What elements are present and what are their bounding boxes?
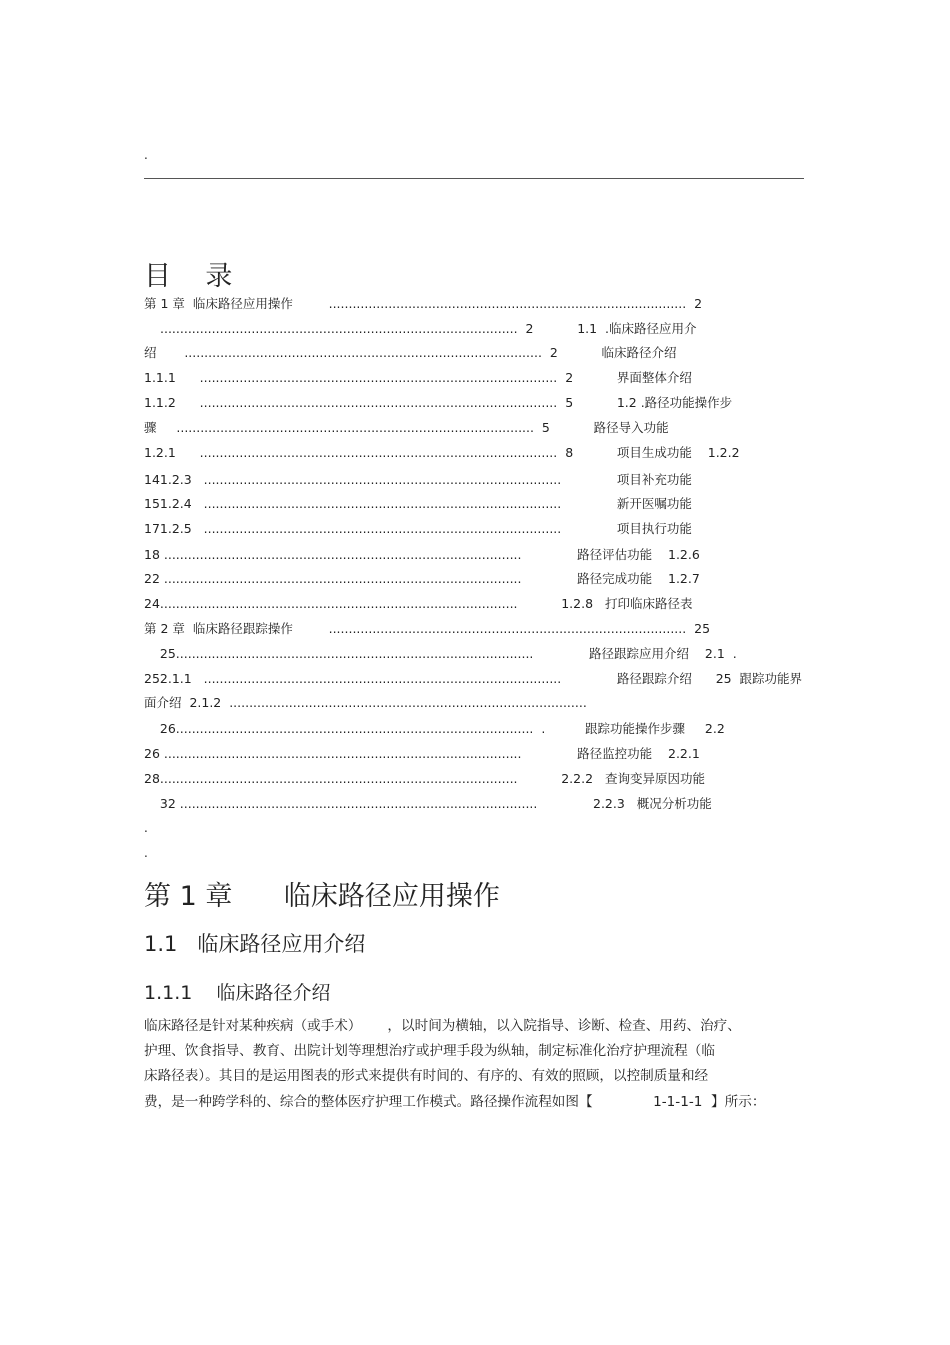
chapter-heading: 第 1 章 临床路径应用操作 [144, 881, 500, 912]
toc-line: 141.2.3 .......................................................................................... 项目补充功能 [144, 472, 692, 487]
paragraph-line: 临床路径是针对某种疾病（或手术） ，以时间为横轴，以入院指导、诊断、检查、用药、治疗、 [144, 1018, 741, 1034]
toc-line: 1.2.1 .......................................................................................... 8 项目生成功能 1.2.2 [144, 445, 740, 460]
header-rule [144, 178, 804, 179]
toc-line: .......................................................................................... 2 1.1 .临床路径应用介 [160, 321, 697, 336]
paragraph-line: 护理、饮食指导、教育、出院计划等理想治疗或护理手段为纵轴，制定标准化治疗护理流程（临 [144, 1043, 715, 1059]
toc-line: 1.1.2 .......................................................................................... 5 1.2 .路径功能操作步 [144, 395, 733, 410]
header-dot: . [144, 148, 148, 162]
toc-line: 151.2.4 .......................................................................................... 新开医嘱功能 [144, 496, 692, 511]
toc-line: 绍 .......................................................................................... 2 临床路径介绍 [144, 345, 677, 360]
toc-line: 26.......................................................................................... . 跟踪功能操作步骤 2.2 [144, 721, 725, 736]
toc-line: 28.......................................................................................... 2.2.2 查询变异原因功能 [144, 771, 705, 786]
section-heading: 1.1 临床路径应用介绍 [144, 932, 366, 956]
paragraph-line: 床路径表）。其目的是运用图表的形式来提供有时间的、有序的、有效的照顾，以控制质量和经 [144, 1068, 709, 1084]
toc-line: 第 1 章 临床路径应用操作 .......................................................................................... 2 [144, 296, 703, 311]
toc-line: 252.1.1 .......................................................................................... 路径跟踪介绍 25 跟踪功能界 [144, 671, 803, 686]
toc-line: 1.1.1 .......................................................................................... 2 界面整体介绍 [144, 370, 692, 385]
toc-line: 骤 .......................................................................................... 5 路径导入功能 [144, 420, 669, 435]
toc-line: 面介绍 2.1.2 .......................................................................................... [144, 695, 587, 710]
toc-line: 24.......................................................................................... 1.2.8 打印临床路径表 [144, 596, 693, 611]
separator-dot: . [144, 846, 148, 860]
toc-heading: 目 录 [144, 261, 233, 292]
toc-line: 171.2.5 .......................................................................................... 项目执行功能 [144, 521, 692, 536]
paragraph-line: 费，是一种跨学科的、综合的整体医疗护理工作模式。路径操作流程如图【 1-1-1-1 】所示： [144, 1094, 766, 1110]
subsection-heading: 1.1.1 临床路径介绍 [144, 982, 331, 1004]
toc-line: 22 .......................................................................................... 路径完成功能 1.2.7 [144, 571, 700, 586]
toc-line: 第 2 章 临床路径跟踪操作 .......................................................................................... 25 [144, 621, 711, 636]
toc-line: 18 .......................................................................................... 路径评估功能 1.2.6 [144, 547, 700, 562]
toc-line: 25.......................................................................................... 路径跟踪应用介绍 2.1 . [144, 646, 737, 661]
toc-line: 26 .......................................................................................... 路径监控功能 2.2.1 [144, 746, 700, 761]
toc-line: 32 .......................................................................................... 2.2.3 概况分析功能 [144, 796, 712, 811]
separator-dot: . [144, 821, 148, 835]
